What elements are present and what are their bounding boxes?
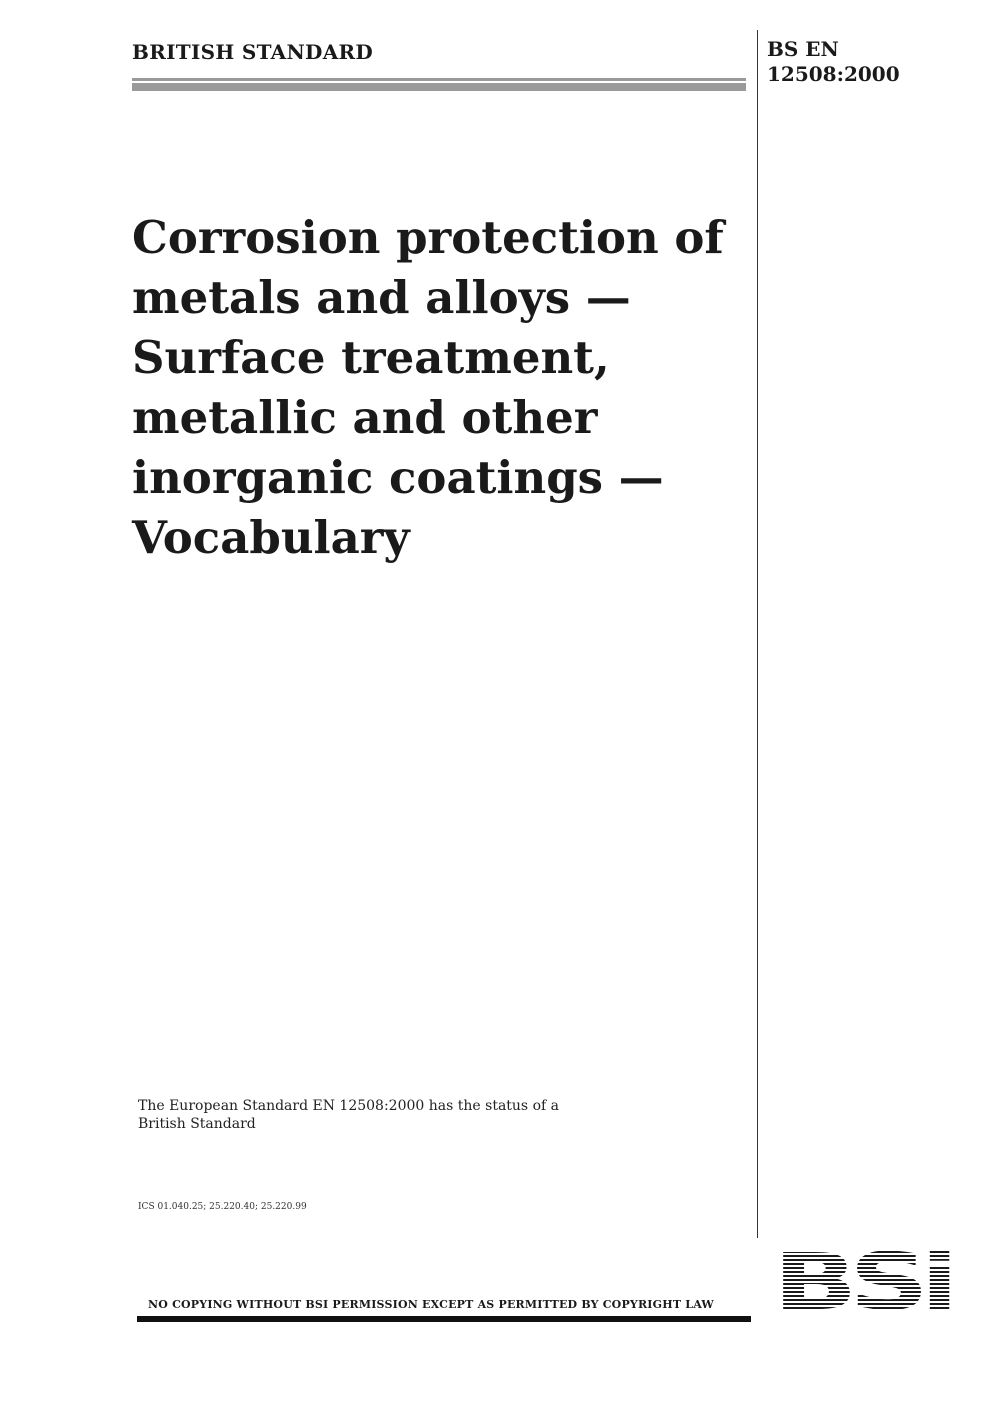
status-note: [138, 1097, 588, 1133]
title-line-1: Corrosion protection of: [132, 211, 724, 264]
title-line-3: Surface treatment,: [132, 331, 610, 384]
ics-codes: ICS 01.040.25; 25.220.40; 25.220.99: [138, 1202, 307, 1212]
bsi-logo-icon: [773, 1243, 950, 1323]
standard-number: [767, 37, 900, 87]
header-rule-thin: [132, 78, 746, 81]
footer-rule: [137, 1316, 751, 1322]
status-note-line1: The European Standard EN 12508:2000 has the status of a: [138, 1098, 559, 1114]
svg-text:BSi: BSi: [773, 1243, 950, 1323]
title-line-5: inorganic coatings —: [132, 451, 664, 504]
standard-number-line1: BS EN: [767, 37, 839, 61]
document-type-label: BRITISH STANDARD: [132, 40, 374, 64]
status-note-line2: British Standard: [138, 1116, 256, 1132]
standard-number-line2: 12508:2000: [767, 62, 900, 86]
header-rule-thick: [132, 83, 746, 91]
vertical-divider: [757, 30, 758, 1238]
title-line-6: Vocabulary: [132, 511, 410, 564]
document-title: [132, 208, 742, 568]
title-line-2: metals and alloys —: [132, 271, 631, 324]
copyright-notice: NO COPYING WITHOUT BSI PERMISSION EXCEPT AS PERMITTED BY COPYRIGHT LAW: [148, 1298, 714, 1311]
title-line-4: metallic and other: [132, 391, 598, 444]
